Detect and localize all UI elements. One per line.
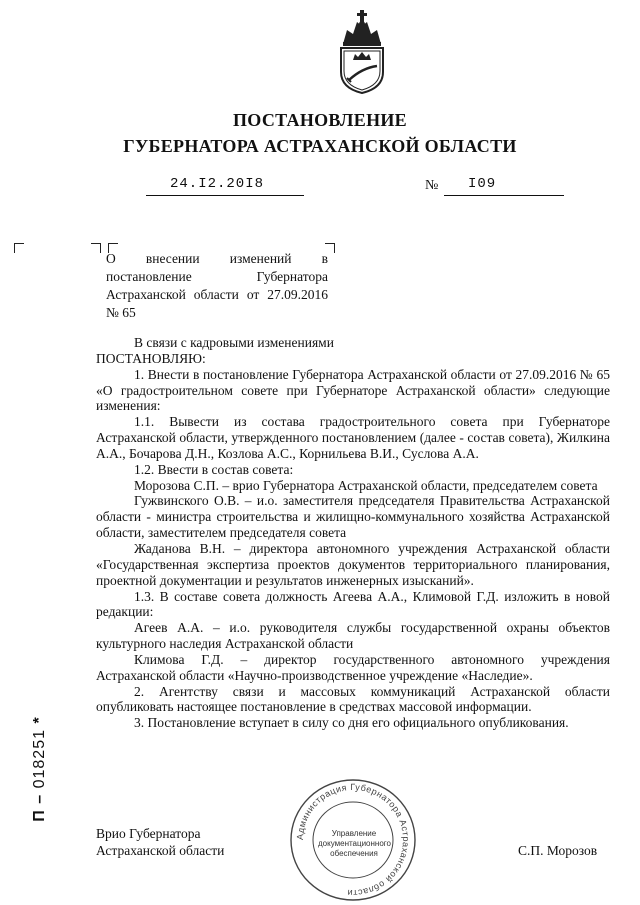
corner-mark bbox=[91, 243, 101, 253]
body-paragraph: 1. Внести в постановление Губернатора Астраханской области от 27.09.2016 № 65 «О градостроительном совете при Губернаторе Астраханской области» следующие изменения: bbox=[96, 366, 610, 414]
body-paragraph: 1.2. Ввести в состав совета: bbox=[134, 461, 294, 477]
signatory-name: С.П. Морозов bbox=[518, 843, 598, 858]
form-serial-code bbox=[31, 699, 49, 839]
body-paragraph: В связи с кадровыми изменениями bbox=[134, 335, 334, 350]
document-date: 24.I2.20I8 bbox=[170, 176, 265, 192]
stamp-line3: обеспечения bbox=[330, 849, 378, 858]
corner-mark bbox=[14, 243, 24, 253]
number-underline bbox=[444, 180, 564, 196]
stamp-line2: документационного bbox=[318, 839, 391, 848]
document-body bbox=[96, 335, 610, 731]
document-number: I09 bbox=[468, 176, 497, 192]
signatory-title-line2: Астраханской области bbox=[96, 843, 225, 858]
body-paragraph: ПОСТАНОВЛЯЮ: bbox=[96, 350, 206, 366]
number-sign: № bbox=[425, 178, 439, 193]
body-paragraph: Климова Г.Д. – директор государственного автономного учреждения Астраханской области «Научно-производственное учреждение «Наследие». bbox=[96, 651, 610, 683]
document-subject: О внесении изменений в постановление Губернатора Астраханской области от 27.09.2016 № 65 bbox=[106, 251, 328, 320]
document-title-line2: ГУБЕРНАТОРА АСТРАХАНСКОЙ ОБЛАСТИ bbox=[123, 136, 517, 156]
document-title-line1: ПОСТАНОВЛЕНИЕ bbox=[233, 110, 407, 130]
form-serial-mark: * bbox=[31, 716, 48, 724]
stamp-line1: Управление bbox=[331, 829, 377, 838]
body-paragraph: 1.1. Вывести из состава градостроительного совета при Губернаторе Астраханской области, утвержденного постановлением (далее - состав совета), Жилкина А.А., Бочарова Д.Н., Козлова А.С., Корнильева В.И., Суслова А.А. bbox=[96, 414, 610, 461]
body-paragraph: 3. Постановление вступает в силу со дня его официального опубликования. bbox=[134, 715, 569, 731]
body-paragraph: 2. Агентству связи и массовых коммуникаций Астраханской области опубликовать настоящее постановление в средствах массовой информации. bbox=[96, 683, 610, 715]
stamp-ring-text: Администрация Губернатора Астраханской области bbox=[294, 781, 412, 899]
form-serial-number: 018251 bbox=[31, 729, 48, 789]
body-paragraph: 1.3. В составе совета должность Агеева А.А., Климовой Г.Д. изложить в новой редакции: bbox=[96, 588, 610, 620]
body-paragraph: Гужвинского О.В. – и.о. заместителя председателя Правительства Астраханской области - министра строительства и жилищно-коммунального хозяйства Астраханской области, заместителем председателя совета bbox=[96, 493, 610, 541]
coat-of-arms-icon bbox=[333, 8, 391, 94]
form-serial-prefix: П – bbox=[31, 793, 48, 822]
signatory-title-line1: Врио Губернатора bbox=[96, 826, 201, 841]
body-paragraph: Агеев А.А. – и.о. руководителя службы государственной охраны объектов культурного наследия Астраханской области bbox=[96, 620, 610, 652]
body-paragraph: Жаданова В.Н. – директора автономного учреждения Астраханской области «Государственная экспертиза проектов документов территориального планирования, проектной документации и результатов инженерных изысканий». bbox=[96, 540, 610, 588]
body-paragraph: Морозова С.П. – врио Губернатора Астраханской области, председателем совета bbox=[134, 477, 598, 493]
